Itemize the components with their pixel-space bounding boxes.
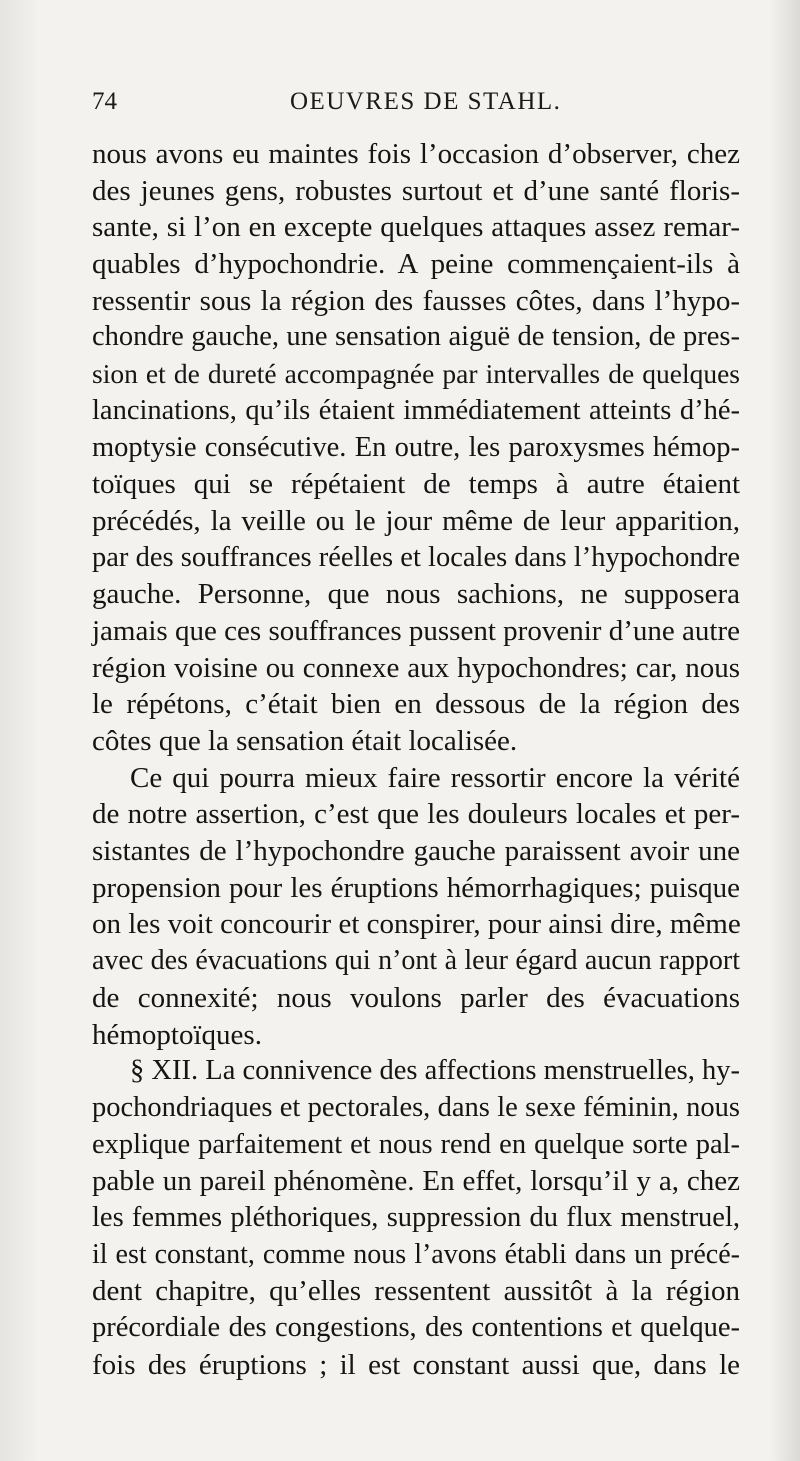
text-line: hémoptoïques. xyxy=(92,1018,262,1051)
text-line: il est constant, comme nous l’avons établi dans un précé- xyxy=(92,1238,740,1270)
text-line: toïques qui se répétaient de temps à autre étaient xyxy=(92,468,740,501)
text-line: côtes que la sensation était localisée. xyxy=(92,725,518,757)
text-line: chondre gauche, une sensation aiguë de tension, de pres- xyxy=(92,321,740,353)
text-line: de notre assertion, c’est que les douleurs locales et per- xyxy=(92,798,740,831)
text-line: par des souffrances réelles et locales dans l’hypochondre xyxy=(92,541,740,573)
text-line: on les voit concourir et conspirer, pour ainsi dire, même xyxy=(92,908,741,941)
text-line: nous avons eu maintes fois l’occasion d’observer, chez xyxy=(92,138,740,170)
text-line: propension pour les éruptions hémorrhagiques; puisque xyxy=(92,871,740,904)
running-title: OEUVRES DE STAHL. xyxy=(290,88,562,115)
text-line: sion et de dureté accompagnée par intervalles de quelques xyxy=(92,358,740,390)
text-line: de connexité; nous voulons parler des évacuations xyxy=(92,981,740,1014)
text-line: explique parfaitement et nous rend en quelque sorte pal- xyxy=(92,1128,740,1160)
page-header xyxy=(92,88,732,128)
text-line: des jeunes gens, robustes surtout et d’une santé floris- xyxy=(92,174,740,207)
text-line: sistantes de l’hypochondre gauche paraissent avoir une xyxy=(92,835,740,868)
text-line: fois des éruptions ; il est constant aussi que, dans le xyxy=(92,1348,740,1381)
text-line: Ce qui pourra mieux faire ressortir encore la vérité xyxy=(130,761,740,794)
text-line: jamais que ces souffrances pussent provenir d’une autre xyxy=(92,614,740,647)
text-line: avec des évacuations qui n’ont à leur égard aucun rapport xyxy=(92,945,740,977)
page-number: 74 xyxy=(92,88,117,115)
text-line: le répétons, c’était bien en dessous de la région des xyxy=(92,688,740,721)
text-line: sante, si l’on en excepte quelques attaques assez remar- xyxy=(92,211,740,244)
text-line: moptysie consécutive. En outre, les paroxysmes hémop- xyxy=(92,431,740,463)
text-line: précédés, la veille ou le jour même de leur apparition, xyxy=(92,504,740,537)
text-line: région voisine ou connexe aux hypochondres; car, nous xyxy=(92,651,740,684)
text-line: pable un pareil phénomène. En effet, lorsqu’il y a, chez xyxy=(92,1165,740,1198)
text-line: gauche. Personne, que nous sachions, ne supposera xyxy=(92,578,740,611)
text-line: § XII. La connivence des affections menstruelles, hy- xyxy=(130,1055,740,1087)
text-line: dent chapitre, qu’elles ressentent aussitôt à la région xyxy=(92,1275,740,1308)
text-line: lancinations, qu’ils étaient immédiatement atteints d’hé- xyxy=(92,394,740,426)
body-text xyxy=(92,136,740,1383)
text-line: quables d’hypochondrie. A peine commençaient-ils à xyxy=(92,248,740,281)
text-line: ressentir sous la région des fausses côtes, dans l’hypo- xyxy=(92,284,740,317)
text-line: les femmes pléthoriques, suppression du flux menstruel, xyxy=(92,1201,740,1233)
text-line: précordiale des congestions, des contentions et quelque- xyxy=(92,1312,740,1343)
text-line: pochondriaques et pectorales, dans le sexe féminin, nous xyxy=(92,1091,740,1123)
